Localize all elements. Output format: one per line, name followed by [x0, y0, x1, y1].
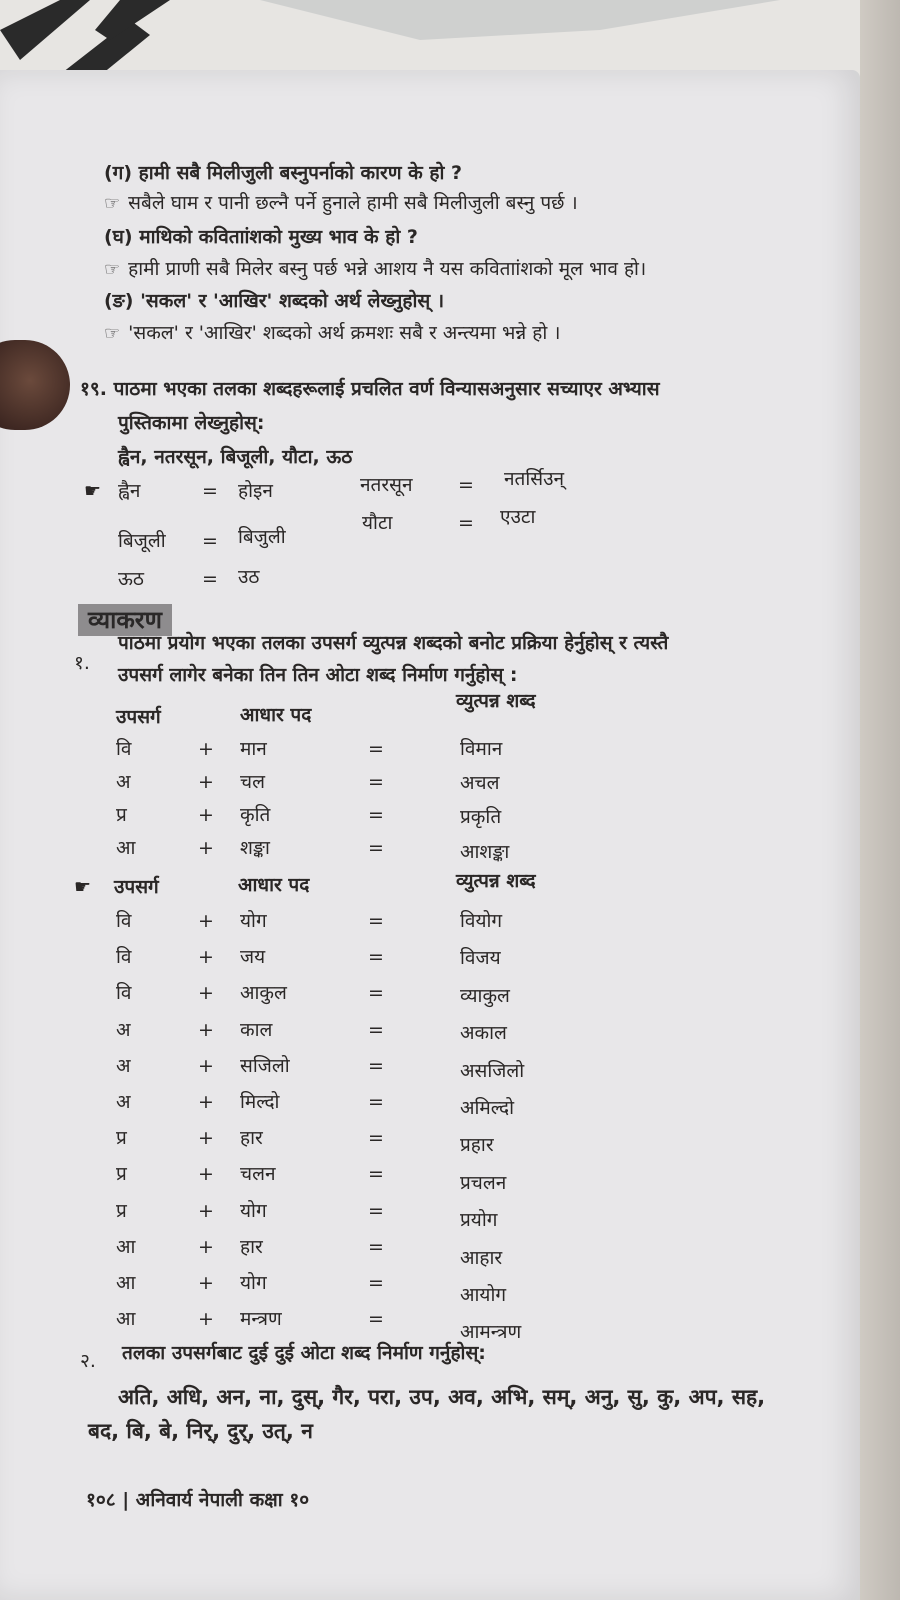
book-edge — [860, 0, 900, 1600]
col-base: आधार पद — [240, 704, 312, 726]
page-footer: १०८ | अनिवार्य नेपाली कक्षा १० — [86, 1489, 310, 1511]
example-row-base: कृति — [240, 804, 271, 826]
q2-prefixes-2: बद, बि, बे, निर्, दुर्, उत्, न — [88, 1419, 313, 1443]
answer-row-eq: = — [368, 1235, 384, 1258]
answer-gha: ☞ हामी प्राणी सबै मिलेर बस्नु पर्छ भन्ने आशय नै यस कविताांशको मूल भाव हो। — [104, 258, 647, 280]
answer-row-plus: + — [198, 1163, 214, 1186]
answer-row-prefix: आ — [116, 1272, 136, 1294]
example-row-plus: + — [198, 771, 214, 793]
col-prefix: उपसर्ग — [116, 706, 161, 728]
answer-row-derived: व्याकुल — [460, 984, 510, 1007]
answer-row-prefix: आ — [116, 1308, 136, 1331]
question-nga: (ङ) 'सकल' र 'आखिर' शब्दको अर्थ लेख्नुहोस् । — [104, 290, 445, 312]
q19-line2: पुस्तिकामा लेख्नुहोस्: — [118, 412, 265, 434]
q19-eq-5: = — [202, 568, 218, 590]
example-row-plus: + — [198, 837, 214, 859]
answer-row-base: मन्त्रण — [240, 1308, 282, 1331]
answer-row-eq: = — [368, 1054, 384, 1077]
answer-row-base: हार — [240, 1235, 263, 1258]
example-row-eq: = — [368, 771, 384, 793]
answer-row-derived: आहार — [460, 1246, 503, 1269]
q19-eq-3: = — [202, 530, 218, 552]
q19-wrong-4: यौटा — [362, 512, 393, 534]
answer-row-base: हार — [240, 1127, 263, 1150]
answer-row-base: आकुल — [240, 982, 287, 1005]
example-row-plus: + — [198, 804, 214, 826]
answer-row-base: चलन — [240, 1163, 276, 1186]
answer-row-plus: + — [198, 1199, 214, 1222]
example-row-derived: प्रकृति — [460, 806, 502, 829]
example-row-prefix: अ — [116, 771, 131, 793]
answer-row-base: योग — [240, 1272, 267, 1294]
answer-row-derived: प्रचलन — [460, 1171, 507, 1194]
q2-prefixes-1: अति, अधि, अन, ना, दुस्, गैर, परा, उप, अव, अभि, सम्, अनु, सु, कु, अप, सह, — [118, 1385, 766, 1409]
example-row-plus: + — [198, 738, 214, 760]
question-ga: (ग) हामी सबै मिलीजुली बस्नुपर्नाको कारण के हो ? — [104, 162, 463, 184]
answer-row-eq: = — [368, 1091, 384, 1113]
grammar-heading: व्याकरण — [78, 604, 172, 636]
answer-row-prefix: वि — [116, 946, 132, 969]
pointing-hand-icon: ☞ — [104, 323, 121, 344]
example-row-base: शङ्का — [240, 837, 270, 859]
q19-right-2: नतर्सिउन् — [504, 468, 565, 490]
q1-line2: उपसर्ग लागेर बनेका तिन तिन ओटा शब्द निर्माण गर्नुहोस् : — [118, 664, 518, 686]
answer-row-eq: = — [368, 1308, 384, 1331]
answer-row-derived: आमन्त्रण — [460, 1321, 522, 1344]
answer-row-prefix: वि — [116, 982, 132, 1005]
example-row-prefix: आ — [116, 837, 136, 859]
answer-row-plus: + — [198, 946, 214, 969]
q2-number: २. — [80, 1350, 96, 1372]
q19-right-4: एउटा — [500, 506, 536, 528]
answer-row-prefix: अ — [116, 1018, 131, 1041]
example-row-prefix: वि — [116, 738, 132, 760]
answer-row-derived: अकाल — [460, 1022, 507, 1045]
q19-words: ह्वैन, नतरसून, बिजूली, यौटा, ऊठ — [118, 446, 353, 468]
answer-row-plus: + — [198, 1272, 214, 1294]
example-row-prefix: प्र — [116, 804, 127, 826]
q19-right-3: बिजुली — [238, 526, 286, 548]
answer-row-plus: + — [198, 1308, 214, 1331]
answer-row-plus: + — [198, 1127, 214, 1150]
answer-row-base: मिल्दो — [240, 1091, 280, 1113]
q19-eq-4: = — [458, 512, 474, 534]
answer-row-eq: = — [368, 1127, 384, 1150]
answer-row-eq: = — [368, 1018, 384, 1041]
answer-row-eq: = — [368, 1199, 384, 1222]
q1-line1: पाठमा प्रयोग भएका तलका उपसर्ग व्युत्पन्न शब्दको बनोट प्रक्रिया हेर्नुहोस् र त्यस्तै — [118, 632, 669, 654]
answer-row-prefix: अ — [116, 1091, 131, 1113]
answer-row-prefix: प्र — [116, 1199, 127, 1222]
example-row-eq: = — [368, 738, 384, 760]
pointing-hand-icon: ☞ — [104, 259, 121, 280]
answer-col-base: आधार पद — [238, 874, 310, 896]
pointing-hand-icon: ☛ — [84, 480, 102, 502]
answer-row-plus: + — [198, 982, 214, 1005]
answer-row-plus: + — [198, 1054, 214, 1077]
q19-wrong-3: बिजूली — [118, 530, 166, 552]
example-row-eq: = — [368, 837, 384, 859]
example-row-eq: = — [368, 804, 384, 826]
q19-right-1: होइन — [238, 480, 273, 502]
q19-wrong-5: ऊठ — [118, 568, 144, 590]
answer-row-plus: + — [198, 1091, 214, 1113]
answer-row-prefix: प्र — [116, 1163, 127, 1186]
example-row-derived: अचल — [460, 772, 500, 795]
answer-row-prefix: अ — [116, 1054, 131, 1077]
answer-row-derived: विजय — [460, 947, 501, 970]
answer-row-derived: अमिल्दो — [460, 1097, 514, 1119]
answer-row-derived: असजिलो — [460, 1059, 525, 1082]
answer-row-base: काल — [240, 1018, 273, 1041]
pointing-hand-icon: ☞ — [104, 193, 121, 214]
example-row-derived: आशङ्का — [460, 840, 510, 863]
col-derived: व्युत्पन्न शब्द — [456, 690, 536, 712]
example-row-base: चल — [240, 771, 265, 793]
answer-row-eq: = — [368, 982, 384, 1005]
q19-right-5: उठ — [238, 566, 260, 588]
answer-row-derived: आयोग — [460, 1284, 507, 1306]
answer-row-prefix: प्र — [116, 1127, 127, 1150]
answer-nga: ☞ 'सकल' र 'आखिर' शब्दको अर्थ क्रमशः सबै र अन्त्यमा भन्ने हो । — [104, 322, 561, 344]
answer-row-base: योग — [240, 1199, 267, 1222]
answer-row-prefix: वि — [116, 910, 132, 932]
q19-eq-1: = — [202, 480, 218, 502]
answer-row-plus: + — [198, 910, 214, 932]
example-row-derived: विमान — [460, 738, 503, 760]
pointing-hand-icon: ☛ — [74, 876, 92, 898]
question-gha: (घ) माथिको कविताांशको मुख्य भाव के हो ? — [104, 226, 418, 248]
answer-row-derived: वियोग — [460, 910, 503, 932]
q19-wrong-1: ह्वैन — [118, 480, 141, 502]
q19-wrong-2: नतरसून — [360, 474, 413, 496]
answer-row-base: योग — [240, 910, 267, 932]
answer-col-prefix: उपसर्ग — [114, 876, 159, 898]
answer-row-eq: = — [368, 1272, 384, 1294]
q2-line: तलका उपसर्गबाट दुई दुई ओटा शब्द निर्माण गर्नुहोस्: — [122, 1342, 486, 1364]
answer-row-base: जय — [240, 946, 266, 969]
answer-row-eq: = — [368, 946, 384, 969]
example-row-base: मान — [240, 738, 267, 760]
answer-row-prefix: आ — [116, 1235, 136, 1258]
q19-eq-2: = — [458, 474, 474, 496]
answer-row-plus: + — [198, 1235, 214, 1258]
answer-row-eq: = — [368, 1163, 384, 1186]
answer-row-base: सजिलो — [240, 1054, 290, 1077]
q19-line1: १९. पाठमा भएका तलका शब्दहरूलाई प्रचलित वर्ण विन्यासअनुसार सच्याएर अभ्यास — [80, 378, 660, 400]
answer-row-derived: प्रहार — [460, 1134, 494, 1157]
answer-row-plus: + — [198, 1018, 214, 1041]
answer-ga: ☞ सबैले घाम र पानी छल्नै पर्ने हुनाले हामी सबै मिलीजुली बस्नु पर्छ । — [104, 192, 578, 214]
q1-number: १. — [74, 652, 90, 674]
answer-col-derived: व्युत्पन्न शब्द — [456, 870, 536, 892]
answer-row-eq: = — [368, 910, 384, 932]
answer-row-derived: प्रयोग — [460, 1209, 498, 1232]
